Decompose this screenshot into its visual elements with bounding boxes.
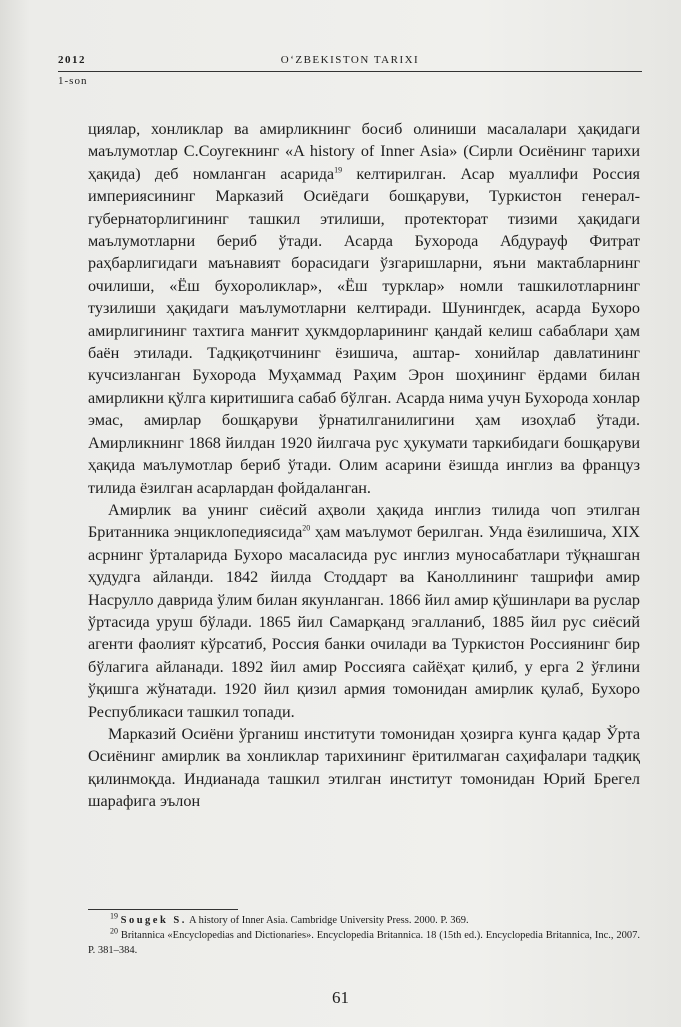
text-line: Стоддарт ва Каноллининг ташрифи амир Насрулло даврида ўлим <box>88 568 640 609</box>
footnote-mark: 19 <box>110 911 118 921</box>
text-line: Асарда Бухорода Абдурауф Фитрат раҳбарлигидаги маънавият <box>88 232 640 273</box>
paragraph <box>88 118 640 499</box>
paragraph <box>88 723 640 813</box>
text-line: инглиз муносабатлари тўқнашган ҳудудга айланди. 1842 йилда <box>88 545 640 587</box>
text-line: ёритилмаган саҳифалари тадқиқ қилинмоқда. Индианада ташкил <box>88 747 640 788</box>
text-line: агенти фаолият кўрсатиб, Россия банки очилади ва Туркистон <box>88 635 525 654</box>
text-line: Россиянинг бир бўлагига айланади. 1892 йил амир Россияга сайёҳат <box>88 635 640 676</box>
text-line: кунга қадар Ўрта Осиёнинг амирлик ва хонликлар тарихининг <box>88 724 640 766</box>
text-line: ҳақидаги маълумотларни келтиради. Шунингдек, асарда Бухоро <box>166 299 640 318</box>
footnote-ref: 19 <box>334 165 343 175</box>
footnote-text: Britannica «Encyclopedias and Dictionaries». Encyclopedia Britannica. 18 (15th ed.). Encyclopedia Britannica, Inc., 2007. P. 381–384. <box>88 930 640 956</box>
text-line: амирлигининг тахтига манғит ҳукмдорларининг қандай келиш <box>88 321 533 340</box>
text-line: этилиши, протекторат тизими ҳақидаги маълумотларни бериб ўтади. <box>88 209 640 251</box>
footnote <box>88 913 640 928</box>
footnote-rule <box>88 909 238 910</box>
text-line: Осиёнинг тарихи ҳақида) деб номланган асарида$^{19}$ келтирилган. <box>88 142 640 183</box>
text-line: ҳақидаги маълумотлар С.Соугекнинг «A history of Inner Asia» (Сирли <box>88 120 640 161</box>
header-year: 2012 <box>58 54 86 66</box>
text-line: бухороликлар», «Ёш турклар» номли ташкилотларнинг тузилиши <box>88 276 641 318</box>
header-issue: 1-son <box>58 75 88 87</box>
footnote <box>88 928 640 958</box>
footnote-mark: 20 <box>110 926 118 936</box>
running-head <box>58 51 642 72</box>
text-line: этилган институт томонидан Юрий Брегел шарафига эълон <box>88 769 640 811</box>
text-line: циялар, хонликлар ва амирликнинг босиб олиниши масалалари <box>88 120 567 138</box>
text-line: уруш бўлади. 1865 йил Самарқанд эгалланиб, 1885 йил рус сиёсий <box>156 612 640 631</box>
text-line: тилида ёзилган асарлардан фойдаланган. <box>88 478 371 497</box>
text-line: билан якунланган. 1866 йил амир қўшинлари ва руслар ўртасида <box>88 590 641 631</box>
text-line: ўрнатилганилигини ҳам изоҳлаб ўтади. Амирликнинг 1868 йилдан <box>88 411 640 452</box>
text-line: қилиб, у ерга 2 ўғлини ўқишга жўнатади. 1920 йил қизил армия <box>88 657 640 699</box>
article-body <box>88 118 640 813</box>
page-number: 61 <box>332 988 349 1007</box>
text-line: 1920 йилгача рус ҳукумати таркибидаги бошқаруви ҳақида <box>88 433 640 475</box>
text-line: бўлган. Асарда нима учун Бухорода хонлар эмас, амирлар бошқаруви <box>88 388 640 430</box>
footnote-ref: 20 <box>302 523 311 533</box>
text-line: хонийлар давлатининг кучсизланган Бухорода Муҳаммад Раҳим <box>88 344 641 385</box>
text-line: сабаблари ҳам баён этилади. Тадқиқотчининг ёзишича, аштар- <box>88 321 641 363</box>
footnote-author: Sougek S. <box>120 915 187 926</box>
text-line: борасидаги ўзгаришларни, яъни мактабларнинг очилиши, «Ёш <box>88 254 640 295</box>
text-line: томонидан амирлик қулаб, Бухоро Республикаси ташкил топади. <box>88 680 640 721</box>
header-journal-title: O‘ZBEKISTON TARIXI <box>280 54 420 66</box>
text-line: Унда ёзилишича, XIX асрнинг ўрталарида Бухоро масаласида рус <box>88 523 640 564</box>
text-line: бошқаруви, Туркистон генерал-губернаторлигининг ташкил <box>88 187 641 228</box>
text-line: Асар муаллифи Россия империясининг Марказий Осиёдаги <box>88 164 640 206</box>
text-line: этилган Британника энциклопедиясида$^{20}$ ҳам маълумот берилган. <box>88 500 641 542</box>
paragraph <box>88 499 640 723</box>
text-line: маълумотлар бериб ўтади. Олим асарини ёзишда инглиз ва француз <box>142 456 640 475</box>
text-line: Амирлик ва унинг сиёсий аҳволи ҳақида инглиз тилида чоп <box>108 500 576 519</box>
footnotes <box>88 909 640 958</box>
footnote-text: A history of Inner Asia. Cambridge University Press. 2000. P. 369. <box>188 915 469 926</box>
text-line: Марказий Осиёни ўрганиш институти томонидан ҳозирга <box>108 724 514 743</box>
text-line: Эрон шоҳининг ёрдами билан амирликни қўлга киритишига сабаб <box>88 366 640 407</box>
